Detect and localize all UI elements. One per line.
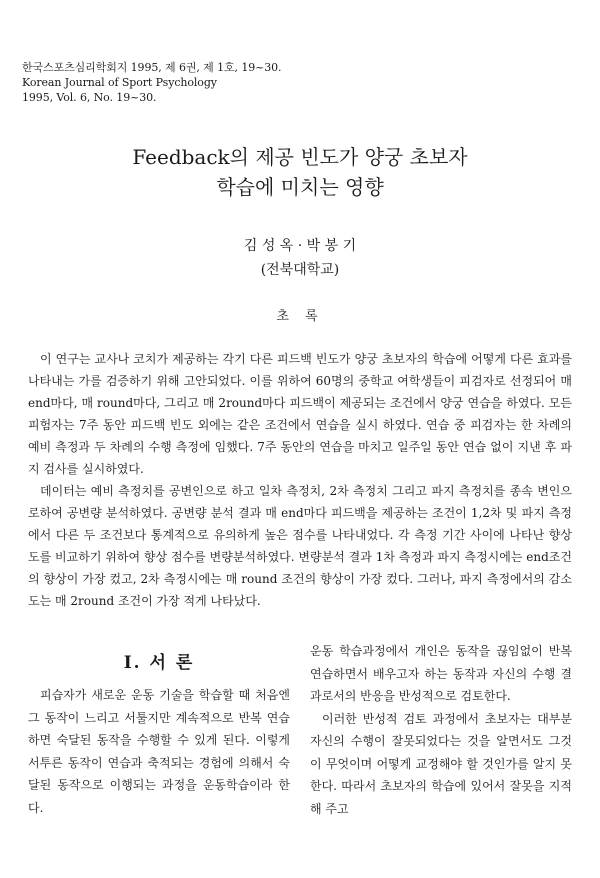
body-paragraph: 이러한 반성적 검토 과정에서 초보자는 대부분 자신의 수행이 잘못되었다는 것을 알면서도 그것이 무엇이며 어떻게 교정해야 할 것인가를 알지 못한다. 따라서 초보자의 학습에 있어서 잘못을 지적해 주고: [310, 711, 572, 816]
body-paragraph: 운동 학습과정에서 개인은 동작을 끊임없이 반복 연습하면서 배우고자 하는 동작과 자신의 수행 결과로서의 반응을 반성적으로 검토한다.: [310, 644, 572, 703]
journal-citation-volume: 1995, Vol. 6, No. 19~30.: [22, 91, 157, 104]
author-affiliation: (전북대학교): [260, 262, 340, 278]
body-column-left: [28, 684, 290, 819]
paper-title-line1: Feedback의 제공 빈도가 양궁 초보자: [132, 145, 468, 169]
paper-title-line2: 학습에 미치는 영향: [216, 175, 384, 199]
author-names: 김 성 옥 · 박 봉 기: [243, 238, 357, 254]
body-column-right: [310, 640, 572, 820]
journal-citation-english: Korean Journal of Sport Psychology: [22, 76, 217, 89]
paper-title: [0, 142, 600, 202]
author-block: [0, 234, 600, 282]
journal-citation: [22, 60, 281, 105]
section-heading-introduction: I. 서 론: [123, 653, 195, 673]
abstract-paragraph-2: 데이터는 예비 측정치를 공변인으로 하고 일차 측정치, 2차 측정치 그리고 파지 측정치를 종속 변인으로하여 공변량 분석하였다. 공변량 분석 결과 매 end마다 피드백을 제공하는 조건이 1,2차 및 파지 측정에서 다른 두 조건보다 통계적으로 유의하게 높은 점수를 나타내었다. 각 측정 기간 사이에 나타난 향상도를 비교하기 위하여 향상 점수를 변량분석하였다. 변량분석 결과 1차 측정과 파지 측정시에는 end조건의 향상이 가장 컸고, 2차 측정시에는 매 round 조건의 향상이 가장 컸다. 그러나, 파지 측정에서의 감소도는 매 2round 조건이 가장 적게 나타났다.: [28, 484, 572, 608]
abstract-paragraph-1: 이 연구는 교사나 코치가 제공하는 각기 다른 피드백 빈도가 양궁 초보자의 학습에 어떻게 다른 효과를 나타내는 가를 검증하기 위해 고안되었다. 이를 위하여 60명의 중학교 여학생들이 피검자로 선정되어 매 end마다, 매 round마다, 그리고 매 2round마다 피드백이 제공되는 조건에서 양궁 연습을 하였다. 모든 피험자는 7주 동안 피드백 빈도 외에는 같은 조건에서 연습을 실시 하였다. 연습 중 피검자는 한 차례의 예비 측정과 두 차례의 수행 측정에 임했다. 7주 동안의 연습을 마치고 일주일 동안 연습 없이 지낸 후 파지 검사를 실시하였다.: [28, 352, 572, 476]
body-paragraph: 피습자가 새로운 운동 기술을 학습할 때 처음엔 그 동작이 느리고 서툴지만 계속적으로 반복 연습하면 숙달된 동작을 수행할 수 있게 된다. 이렇게 서투른 동작이 연습과 축적되는 경험에 의해서 숙달된 동작으로 이행되는 과정을 운동학습이라 한다.: [28, 688, 290, 815]
abstract-body: [28, 348, 572, 612]
journal-citation-korean: 한국스포츠심리학회지 1995, 제 6권, 제 1호, 19~30.: [22, 61, 282, 74]
abstract-heading: 초 록: [276, 309, 324, 324]
